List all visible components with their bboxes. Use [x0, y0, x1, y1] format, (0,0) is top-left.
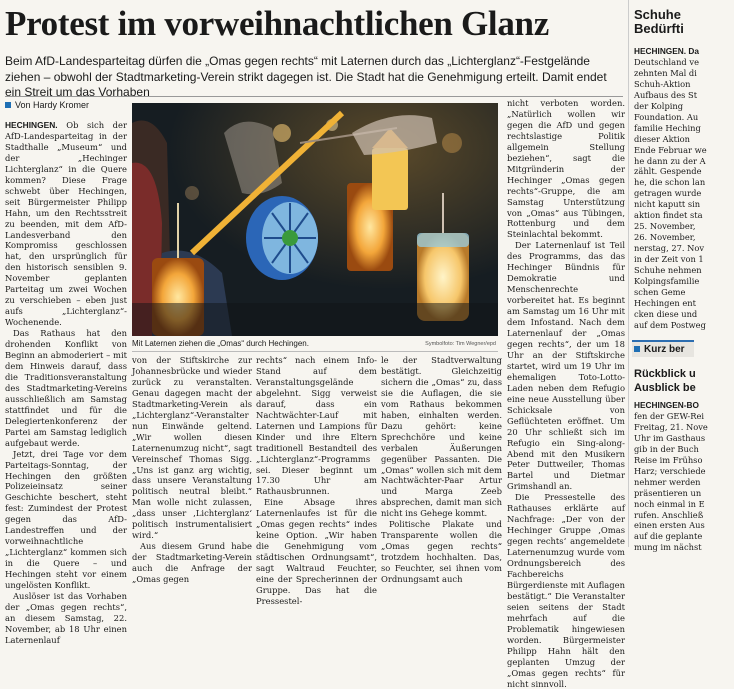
paragraph: Politische Plakate und Transparente wollen die „Omas gegen rechts“ trotzdem hochhalten. Das, so Feuchter, sei ihnen vom Ordnungsamt auch: [381, 519, 502, 585]
column-2: [132, 355, 252, 585]
column-4: [381, 355, 502, 585]
caption-text: Mit Laternen ziehen die „Omas“ durch Hechingen.: [132, 339, 309, 348]
sidebar-body-2: HECHINGEN-BO fen der GEW-Rei Freitag, 21. Nove Uhr im Gasthaus gib in der Buch Reise im Frühso Harz; verschiede nehmer werden präsentieren un noch einmal in E rufen. Anschließ einen ersten Aus auf die geplante mung im nächst: [634, 400, 708, 553]
headline: Protest im vorweihnachtlichen Glanz: [5, 4, 549, 43]
paragraph: Eine Absage ihres Laternenlaufes ist für die „Omas gegen rechts“ indes keine Option. „Wir haben die Genehmigung vom städtischen Ordnungsamt“, sagt Waltraud Feuchter, eine der Sprecherinnen der Gruppe. Das hat die Pressestel-: [256, 497, 377, 606]
paragraph: von der Stiftskirche zur Johannesbrücke und wieder zurück zu veranstalten. Genau dagegen macht der Stadtmarketing-Verein als „Lichterglanz“-Veranstalter nun Einwände geltend. „Wir wollen diesen Laternenumzug nicht“, sagt Vereinschef Thomas Sigg. „Uns ist ganz arg wichtig, dass unsere Veranstaltung politisch neutral bleibt.“ Man wolle nicht zulassen, „dass unser ‚Lichterglanz‘ politisch instrumentalisiert wird.“: [132, 355, 252, 541]
sidebar-body: HECHINGEN. Da Deutschland ve zehnten Mal di Schuh-Aktion Aufbaus des St der Kolping Foundation. Au familie Heching dieser Aktion Ende Februar we he dann zu der A zählt. Gespende he, die schon lan getragen wurde nicht kaputt sin aktion findet sta 25. November, 26. November, nerstag, 27. Nov in der Zeit von 1 Schuhe nehmen Kolpingsfamilie schen Geme Hechingen ent cken diese und auf dem Postweg: [634, 46, 707, 330]
photo-credit: Symbolfoto: Tim Wegner/epd: [425, 341, 496, 347]
section-label: Kurz ber: [644, 344, 685, 355]
divider: [5, 96, 623, 97]
paragraph: le der Stadtverwaltung bestätigt. Gleichzeitig sichern die „Omas“ zu, dass sie die Auflagen, die sie vom Rathaus bekommen haben, einhalten werden. Dazu gehört: keine Sprechchöre und keine verbalen Äußerungen gegenüber Passanten. Die „Omas“ wollen sich mit dem Nachtwächter-Paar Artur und Marga Zeeb absprechen, damit man sich nicht ins Gehege kommt.: [381, 355, 502, 519]
paragraph: Auslöser ist das Vorhaben der „Omas gegen rechts“, an diesem Samstag, 22. November, ab 18 Uhr einen Laternenlauf: [5, 590, 127, 645]
column-3: [256, 355, 377, 606]
section-bar: [632, 340, 694, 357]
paragraph: nicht verboten worden. „Natürlich wollen wir gegen die AfD und gegen rechtslastige Politik allgemein Stellung beziehen“, sagt die Mitgründerin der Hechinger „Omas gegen rechts“-Gruppe, die am Samstag Unterstützung von „Omas“ aus Tübingen, Rottenburg und dem Steinlachtal bekommt.: [507, 98, 625, 240]
square-bullet-icon: [5, 102, 11, 108]
paragraph: Jetzt, drei Tage vor dem Parteitags-Sonntag, der Hechingen den größten Polizeieinsatz seiner Geschichte beschert, steht fest: Zumindest der Protest gegen das AfD-Landestreffen und der vorweihnachtliche „Lichterglanz“ kommen sich in die Quere – und Hechingen steht vor einem ungelösten Konflikt.: [5, 448, 127, 591]
byline: [5, 100, 127, 111]
lead-paragraph: Beim AfD-Landesparteitag dürfen die „Omas gegen rechts“ mit Laternen durch das „Lichterglanz“-Festgelände ziehen – obwohl der Stadtmarketing-Verein strikt dagegen ist. Die Stadt hat die Genehmigung erteilt. Damit endet ein Streit um das Vorhaben: [5, 54, 607, 99]
paragraph: Der Laternenlauf ist Teil des Programms, das das Hechinger Bündnis für Demokratie und Menschenrechte vorbereitet hat. Es beginnt am Samstag um 16 Uhr mit dem Infostand. Nach dem Laternenlauf der „Omas gegen rechts“, der um 18 Uhr an der Stiftskirche startet, wird um 19 Uhr im ehemaligen Toto-Lotto-Laden neben dem Refugio eine neue Ausstellung über Schicksale von Geflüchteten eröffnet. Um 20 Uhr schließt sich im Refugio ein Sing-along-Abend mit den Musikern Peter Duttweiler, Thomas Bartel und Dietmar Grimshandl an.: [507, 240, 625, 492]
paragraph: Aus diesem Grund habe der Stadtmarketing-Verein auch die Anfrage der „Omas gegen: [132, 541, 252, 585]
sidebar-headline: Schuhe Bedürfti: [634, 7, 684, 36]
lantern-photo-illustration: [132, 103, 498, 336]
divider: [132, 351, 498, 352]
column-divider: [628, 0, 629, 547]
paragraph: Das Rathaus hat den drohenden Konflikt von Beginn an abmoderiert – mit dem Hinweis darauf, dass die Traditionsveranstaltung des Stadtmarketing-Vereins ausschließlich am Samstag stattfindet und für die Delegiertenkonferenz der Partei am Samstag lediglich aufgebaut werde.: [5, 328, 127, 448]
dateline: HECHINGEN.: [5, 120, 58, 130]
lantern-photo: [132, 103, 498, 336]
paragraph: rechts“ nach einem Info-Stand auf dem Veranstaltungsgelände abgelehnt. Sigg verweist darauf, dass ein Nachtwächter-Lauf mit Laternen und Lampions für Kinder und ihre Eltern traditionell Bestandteil des „Lichterglanz“-Programms sei. Dieser beginnt um 17.30 Uhr am Rathausbrunnen.: [256, 355, 377, 497]
square-bullet-icon: [634, 346, 640, 352]
paragraph: Die Pressestelle des Rathauses erklärte auf Nachfrage: „Der von der Hechinger Gruppe ‚Omas gegen rechts‘ angemeldete Laternenumzug wurde vom Ordnungsbereich des Fachbereichs Bürgerdienste mit Auflagen bestätigt.“ Die Veranstalter seien seitens der Stadt mehrfach auf die Problematik hingewiesen worden. Bürgermeister Philipp Hahn hält den geplanten Umzug der „Omas gegen rechts“ für nicht sinnvoll.: [507, 492, 625, 689]
sidebar-headline-2: Rückblick u Ausblick be: [634, 368, 696, 394]
byline-text: Von Hardy Kromer: [15, 100, 90, 110]
paragraph: HECHINGEN. Ob sich der AfD-Landesparteitag in der Stadthalle „Museum“ und der „Hechinger Lichterglanz“ in die Quere kommen? Diese Frage schwebt über Hechingen, seit Bürgermeister Philipp Hahn, um den Rechtsstreit zu beenden, mit dem AfD-Landesverband den Kompromiss geschlossen hat, den ursprünglich für den historisch sensiblen 9. November geplanten Parteitag um zwei Wochen zu verschieben – eben just aufs „Lichterglanz“-Wochenende.: [5, 120, 128, 328]
photo-caption: [132, 338, 498, 350]
sidebar-column: [632, 0, 708, 553]
column-5: [507, 98, 625, 689]
column-1: [5, 120, 128, 645]
